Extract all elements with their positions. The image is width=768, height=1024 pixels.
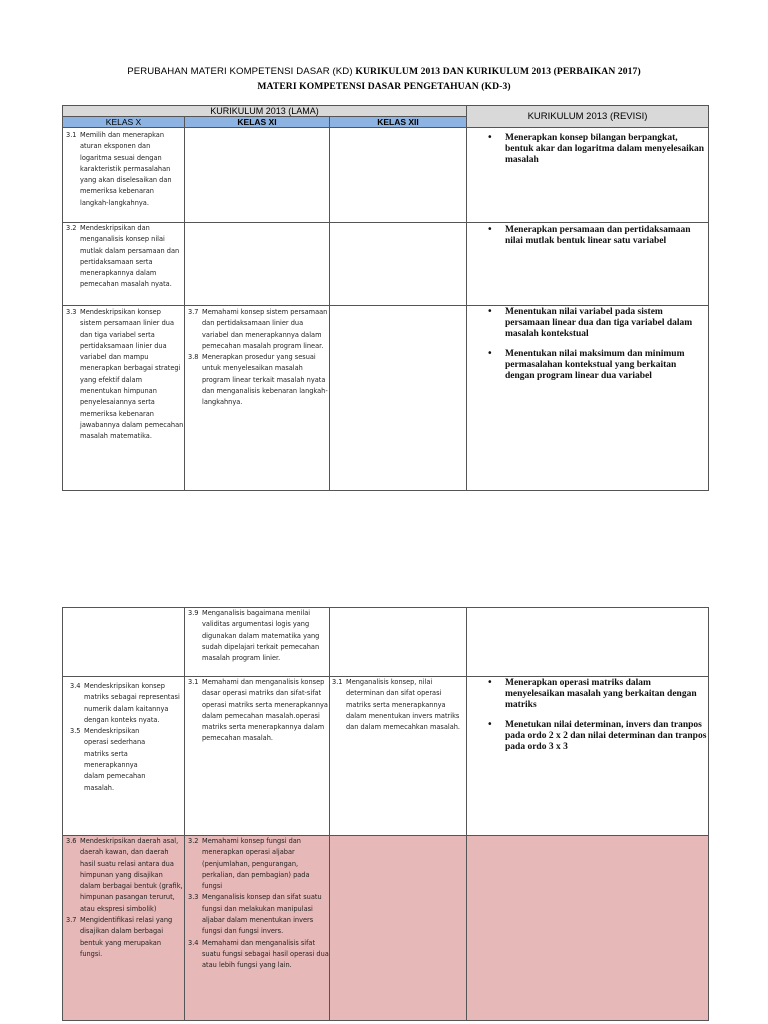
kelas-xii-cell	[330, 306, 467, 491]
kd-number: 3.3	[66, 308, 77, 316]
kelas-x-cell	[63, 128, 185, 223]
revisi-point: • Menentukan nilai variabel pada sistem persamaan linear dua dan tiga variabel dalam masalah kontekstual	[487, 307, 708, 339]
kelas-x-cell	[63, 223, 185, 306]
document-title-line2: MATERI KOMPETENSI DASAR PENGETAHUAN (KD-3)	[257, 81, 511, 92]
kd-number: 3.5	[70, 727, 81, 736]
kd-text: Menganalisis konsep dan sifat suatu fungsi dan melakukan manipulasi aljabar dalam menentukan invers fungsi dan fungsi invers.	[202, 893, 322, 936]
table-row	[63, 306, 709, 491]
kd-number: 3.7	[66, 916, 77, 925]
kelas-xi-cell	[185, 608, 330, 677]
kd-number: 3.3	[188, 893, 199, 902]
header-kelas-x: KELAS X	[63, 117, 185, 128]
page1-table	[62, 105, 709, 491]
page2-table	[62, 607, 709, 1021]
kd-text: Mendeskripsikan daerah asal, daerah kawan, dan daerah hasil suatu relasi antara dua himpunan yang disajikan dalam berbagai bentuk (grafik, himpunan pasangan terurut, atau ekspresi simbolik)	[80, 837, 183, 913]
revisi-point: • Menentukan nilai maksimum dan minimum permasalahan kontekstual yang berkaitan dengan program linear dua variabel	[487, 349, 708, 381]
kelas-x-cell	[63, 836, 185, 1021]
revisi-point: • Menerapkan operasi matriks dalam menyelesaikan masalah yang berkaitan dengan matriks	[487, 678, 708, 710]
kelas-xii-cell	[330, 677, 467, 836]
kd-number: 3.6	[66, 837, 77, 845]
kd-text: Memahami dan menganalisis sifat suatu fungsi sebagai hasil operasi dua atau lebih fungsi yang lain.	[202, 938, 329, 970]
kd-number: 3.4	[70, 682, 81, 690]
table-row	[63, 836, 709, 1021]
revisi-cell	[467, 223, 709, 306]
kelas-x-cell	[63, 608, 185, 677]
kd-number: 3.9	[188, 609, 199, 617]
revisi-point: • Menerapkan persamaan dan pertidaksamaan nilai mutlak bentuk linear satu variabel	[487, 225, 708, 247]
kd-number: 3.1	[66, 131, 77, 139]
table-row	[63, 128, 709, 223]
revisi-cell	[467, 677, 709, 836]
kd-text: Mengidentifikasi relasi yang disajikan dalam berbagai bentuk yang merupakan fungsi.	[80, 916, 173, 958]
kd-text: Menganalisis konsep, nilai determinan dan sifat operasi matriks serta menerapkannya dalam menentukan invers matriks dan dalam memecahkan masalah.	[346, 678, 461, 732]
kelas-x-cell	[63, 677, 185, 836]
kd-text: Memahami dan menganalisis konsep dasar operasi matriks dan sifat-sifat operasi matriks serta menerapkannya dalam pemecahan masalah.operasi matriks serta menerapkannya dalam pemecahan masalah.	[202, 678, 328, 743]
header-kurikulum-lama: KURIKULUM 2013 (LAMA)	[63, 106, 467, 117]
kelas-xii-cell	[330, 223, 467, 306]
kd-text: Menganalisis bagaimana menilai validitas argumentasi logis yang digunakan dalam matematika yang sudah dipelajari terkait pemecahan masalah program linier.	[202, 609, 320, 663]
kelas-xi-cell	[185, 677, 330, 836]
kd-number: 3.2	[66, 224, 77, 232]
kd-text: Menerapkan prosedur yang sesuai untuk menyelesaikan masalah program linear terkait masalah nyata dan menganalisis kebenaran langkah-langkahnya.	[202, 353, 328, 407]
kd-text: Memahami konsep sistem persamaan dan pertidaksamaan linier dua variabel dan menerapkannya dalam pemecahan masalah program linear.	[202, 308, 328, 350]
kelas-x-cell	[63, 306, 185, 491]
revisi-cell	[467, 306, 709, 491]
revisi-point: • Menerapkan konsep bilangan berpangkat, bentuk akar dan logaritma dalam menyelesaikan masalah	[487, 133, 708, 165]
kd-text: Memilih dan menerapkan aturan eksponen dan logaritma sesuai dengan karakteristik permasalahan yang akan diselesaikan dan memeriksa kebenaran langkah-langkahnya.	[80, 131, 172, 207]
header-kurikulum-revisi: KURIKULUM 2013 (REVISI)	[467, 106, 709, 128]
header-kelas-xi: KELAS XI	[185, 117, 330, 128]
table-row	[63, 223, 709, 306]
title-part-kurikulum: KURIKULUM 2013 DAN KURIKULUM 2013 (PERBAIKAN 2017)	[355, 66, 641, 77]
kd-number: 3.2	[188, 837, 199, 845]
kelas-xi-cell	[185, 128, 330, 223]
kelas-xii-cell	[330, 608, 467, 677]
kd-number: 3.7	[188, 308, 199, 316]
kd-text: Memahami konsep fungsi dan menerapkan operasi aljabar (penjumlahan, pengurangan, perkalian, dan pembagian) pada fungsi	[202, 837, 310, 891]
kelas-xii-cell	[330, 128, 467, 223]
revisi-cell	[467, 836, 709, 1021]
revisi-cell	[467, 608, 709, 677]
header-kelas-xii: KELAS XII	[330, 117, 467, 128]
kd-text: Mendeskripsikan operasi sederhana matriks serta menerapkannya dalam pemecahan masalah.	[84, 727, 146, 792]
kelas-xi-cell	[185, 223, 330, 306]
kd-text: Mendeskripsikan konsep matriks sebagai representasi numerik dalam kaitannya dengan konteks nyata.	[84, 682, 180, 724]
kd-number: 3.1	[188, 678, 199, 686]
table-row	[63, 677, 709, 836]
kd-text: Mendeskripsikan konsep sistem persamaan linier dua dan tiga variabel serta pertidaksamaan linier dua variabel dan mampu menerapkan berbagai strategi yang efektif dalam menentukan himpunan penyelesaiannya serta memeriksa kebenaran jawabannya dalam pemecahan masalah matematika.	[80, 308, 184, 441]
kd-text: Mendeskripsikan dan menganalisis konsep nilai mutlak dalam persamaan dan pertidaksamaan serta menerapkannya dalam pemecahan masalah nyata.	[80, 224, 180, 289]
kd-number: 3.4	[188, 938, 199, 947]
kd-number: 3.8	[188, 353, 199, 362]
kelas-xi-cell	[185, 836, 330, 1021]
kd-number: 3.1	[332, 678, 343, 686]
revisi-point: • Menetukan nilai determinan, invers dan tranpos pada ordo 2 x 2 dan nilai determinan dan tranpos pada ordo 3 x 3	[487, 720, 708, 752]
title-part-materi: PERUBAHAN MATERI KOMPETENSI DASAR (KD)	[127, 66, 356, 77]
revisi-cell	[467, 128, 709, 223]
kelas-xi-cell	[185, 306, 330, 491]
table-row	[63, 608, 709, 677]
document-title-line1	[0, 66, 768, 77]
kelas-xii-cell	[330, 836, 467, 1021]
